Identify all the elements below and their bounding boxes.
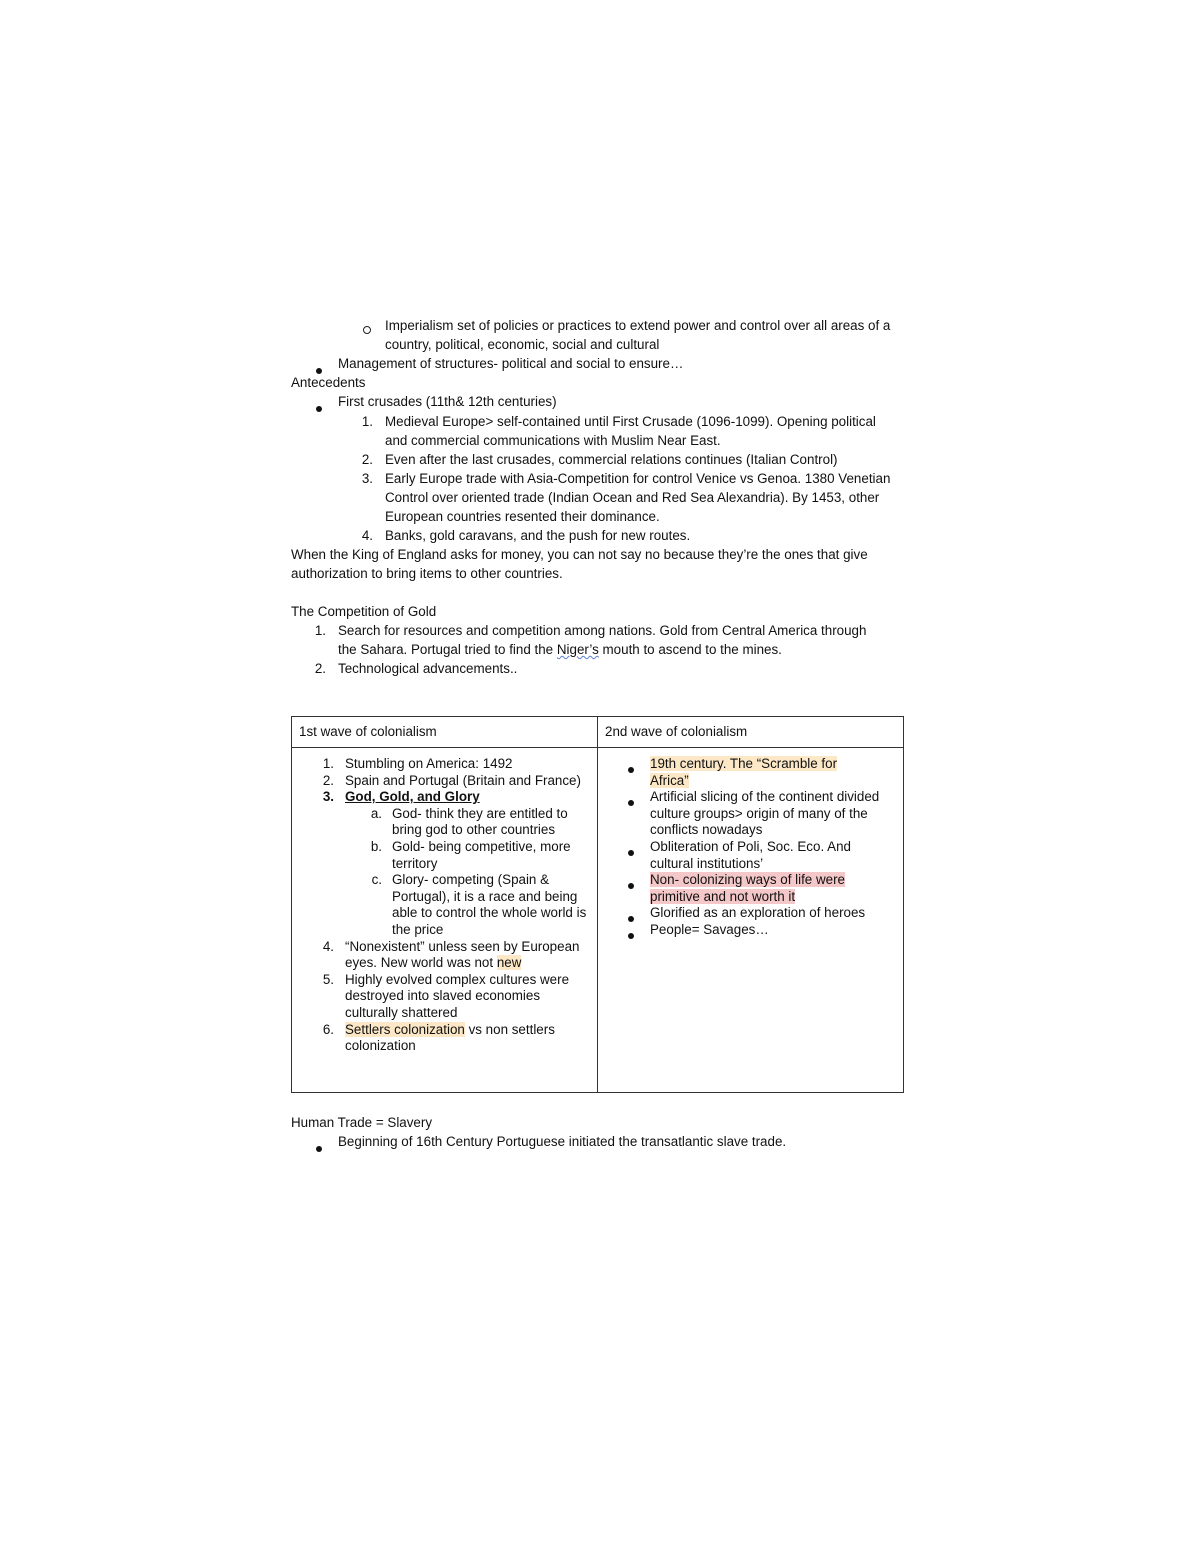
numbered-item: 3. Early Europe trade with Asia-Competition for control Venice vs Genoa. 1380 Venetian Control over oriented trade (Indian Ocean and Red Sea Alexandria). By 1453, other European countries resented their dominance. xyxy=(361,471,891,524)
list-item: Obliteration of Poli, Soc. Eco. And cultural institutions’ xyxy=(598,839,895,872)
bullet-icon xyxy=(316,1146,322,1152)
list-item: 1. Stumbling on America: 1492 xyxy=(322,756,513,771)
numbered-item: 2. Even after the last crusades, commercial relations continues (Italian Control) xyxy=(361,452,838,467)
numbered-item: 4. Banks, gold caravans, and the push for new routes. xyxy=(361,528,691,543)
list-item: People= Savages… xyxy=(598,922,895,939)
table-header-1st-wave: 1st wave of colonialism xyxy=(292,717,598,748)
list-item: 6. Settlers colonization vs non settlers colonization xyxy=(322,1021,555,1054)
highlight: 19th century. The “Scramble for Africa” xyxy=(650,756,838,788)
spellcheck-word: Niger’s xyxy=(556,642,599,657)
sub-list-item: c. Glory- competing (Spain & Portugal), it is a race and being able to control the whole world is the price xyxy=(371,872,587,937)
table-cell-1st-wave xyxy=(292,748,598,1093)
list-item: 3. God, Gold, and Glory xyxy=(322,789,480,805)
list-item: 2. Spain and Portugal (Britain and France) xyxy=(322,772,581,788)
sub-list-item: b. Gold- being competitive, more territory xyxy=(370,838,571,871)
bullet-icon xyxy=(628,767,634,773)
colonialism-table xyxy=(291,716,904,1093)
section-heading-antecedents: Antecedents xyxy=(291,375,366,390)
numbered-item: 2. Technological advancements.. xyxy=(314,661,518,676)
list-item: Artificial slicing of the continent divided culture groups> origin of many of the conflicts nowadays xyxy=(598,789,895,839)
list-item: 5. Highly evolved complex cultures were destroyed into slaved economies culturally shattered xyxy=(322,971,570,1020)
table-header-2nd-wave: 2nd wave of colonialism xyxy=(598,717,904,748)
section-heading-gold: The Competition of Gold xyxy=(291,604,437,619)
bullet-item: Beginning of 16th Century Portuguese initiated the transatlantic slave trade. xyxy=(291,1132,907,1151)
sub-bullet-item: Imperialism set of policies or practices to extend power and control over all areas of a country, political, economic, social and cultural xyxy=(291,316,907,354)
list-item xyxy=(598,872,895,905)
table-cell-2nd-wave xyxy=(598,748,904,1093)
highlight: new xyxy=(496,955,522,971)
list-item: Glorified as an exploration of heroes xyxy=(598,905,895,922)
section-heading-slavery: Human Trade = Slavery xyxy=(291,1115,433,1130)
bullet-item: First crusades (11th& 12th centuries) xyxy=(291,392,907,411)
list-item: 4. “Nonexistent” unless seen by European eyes. New world was not new xyxy=(322,938,580,971)
highlight: Non- colonizing ways of life were primitive and not worth it xyxy=(650,872,845,904)
hollow-bullet-icon xyxy=(363,326,371,334)
numbered-item: 1. Search for resources and competition among nations. Gold from Central America through the Sahara. Portugal tried to find the Niger’s mouth to ascend to the mines. xyxy=(314,623,867,657)
highlight: Settlers colonization xyxy=(345,1021,465,1037)
list-item xyxy=(598,756,895,789)
numbered-item: 1. Medieval Europe> self-contained until First Crusade (1096-1099). Opening political and commercial communications with Muslim Near East. xyxy=(361,414,876,448)
sub-list-item: a. God- think they are entitled to bring god to other countries xyxy=(370,805,568,838)
bullet-icon xyxy=(628,800,634,806)
bullet-icon xyxy=(628,933,634,939)
bullet-item: Management of structures- political and social to ensure… xyxy=(291,354,907,373)
document-page xyxy=(291,316,907,678)
document-page-bottom xyxy=(291,1113,907,1151)
paragraph: When the King of England asks for money, you can not say no because they’re the ones that give authorization to bring items to other countries. xyxy=(291,547,868,581)
bullet-icon xyxy=(628,883,634,889)
bullet-icon xyxy=(628,850,634,856)
